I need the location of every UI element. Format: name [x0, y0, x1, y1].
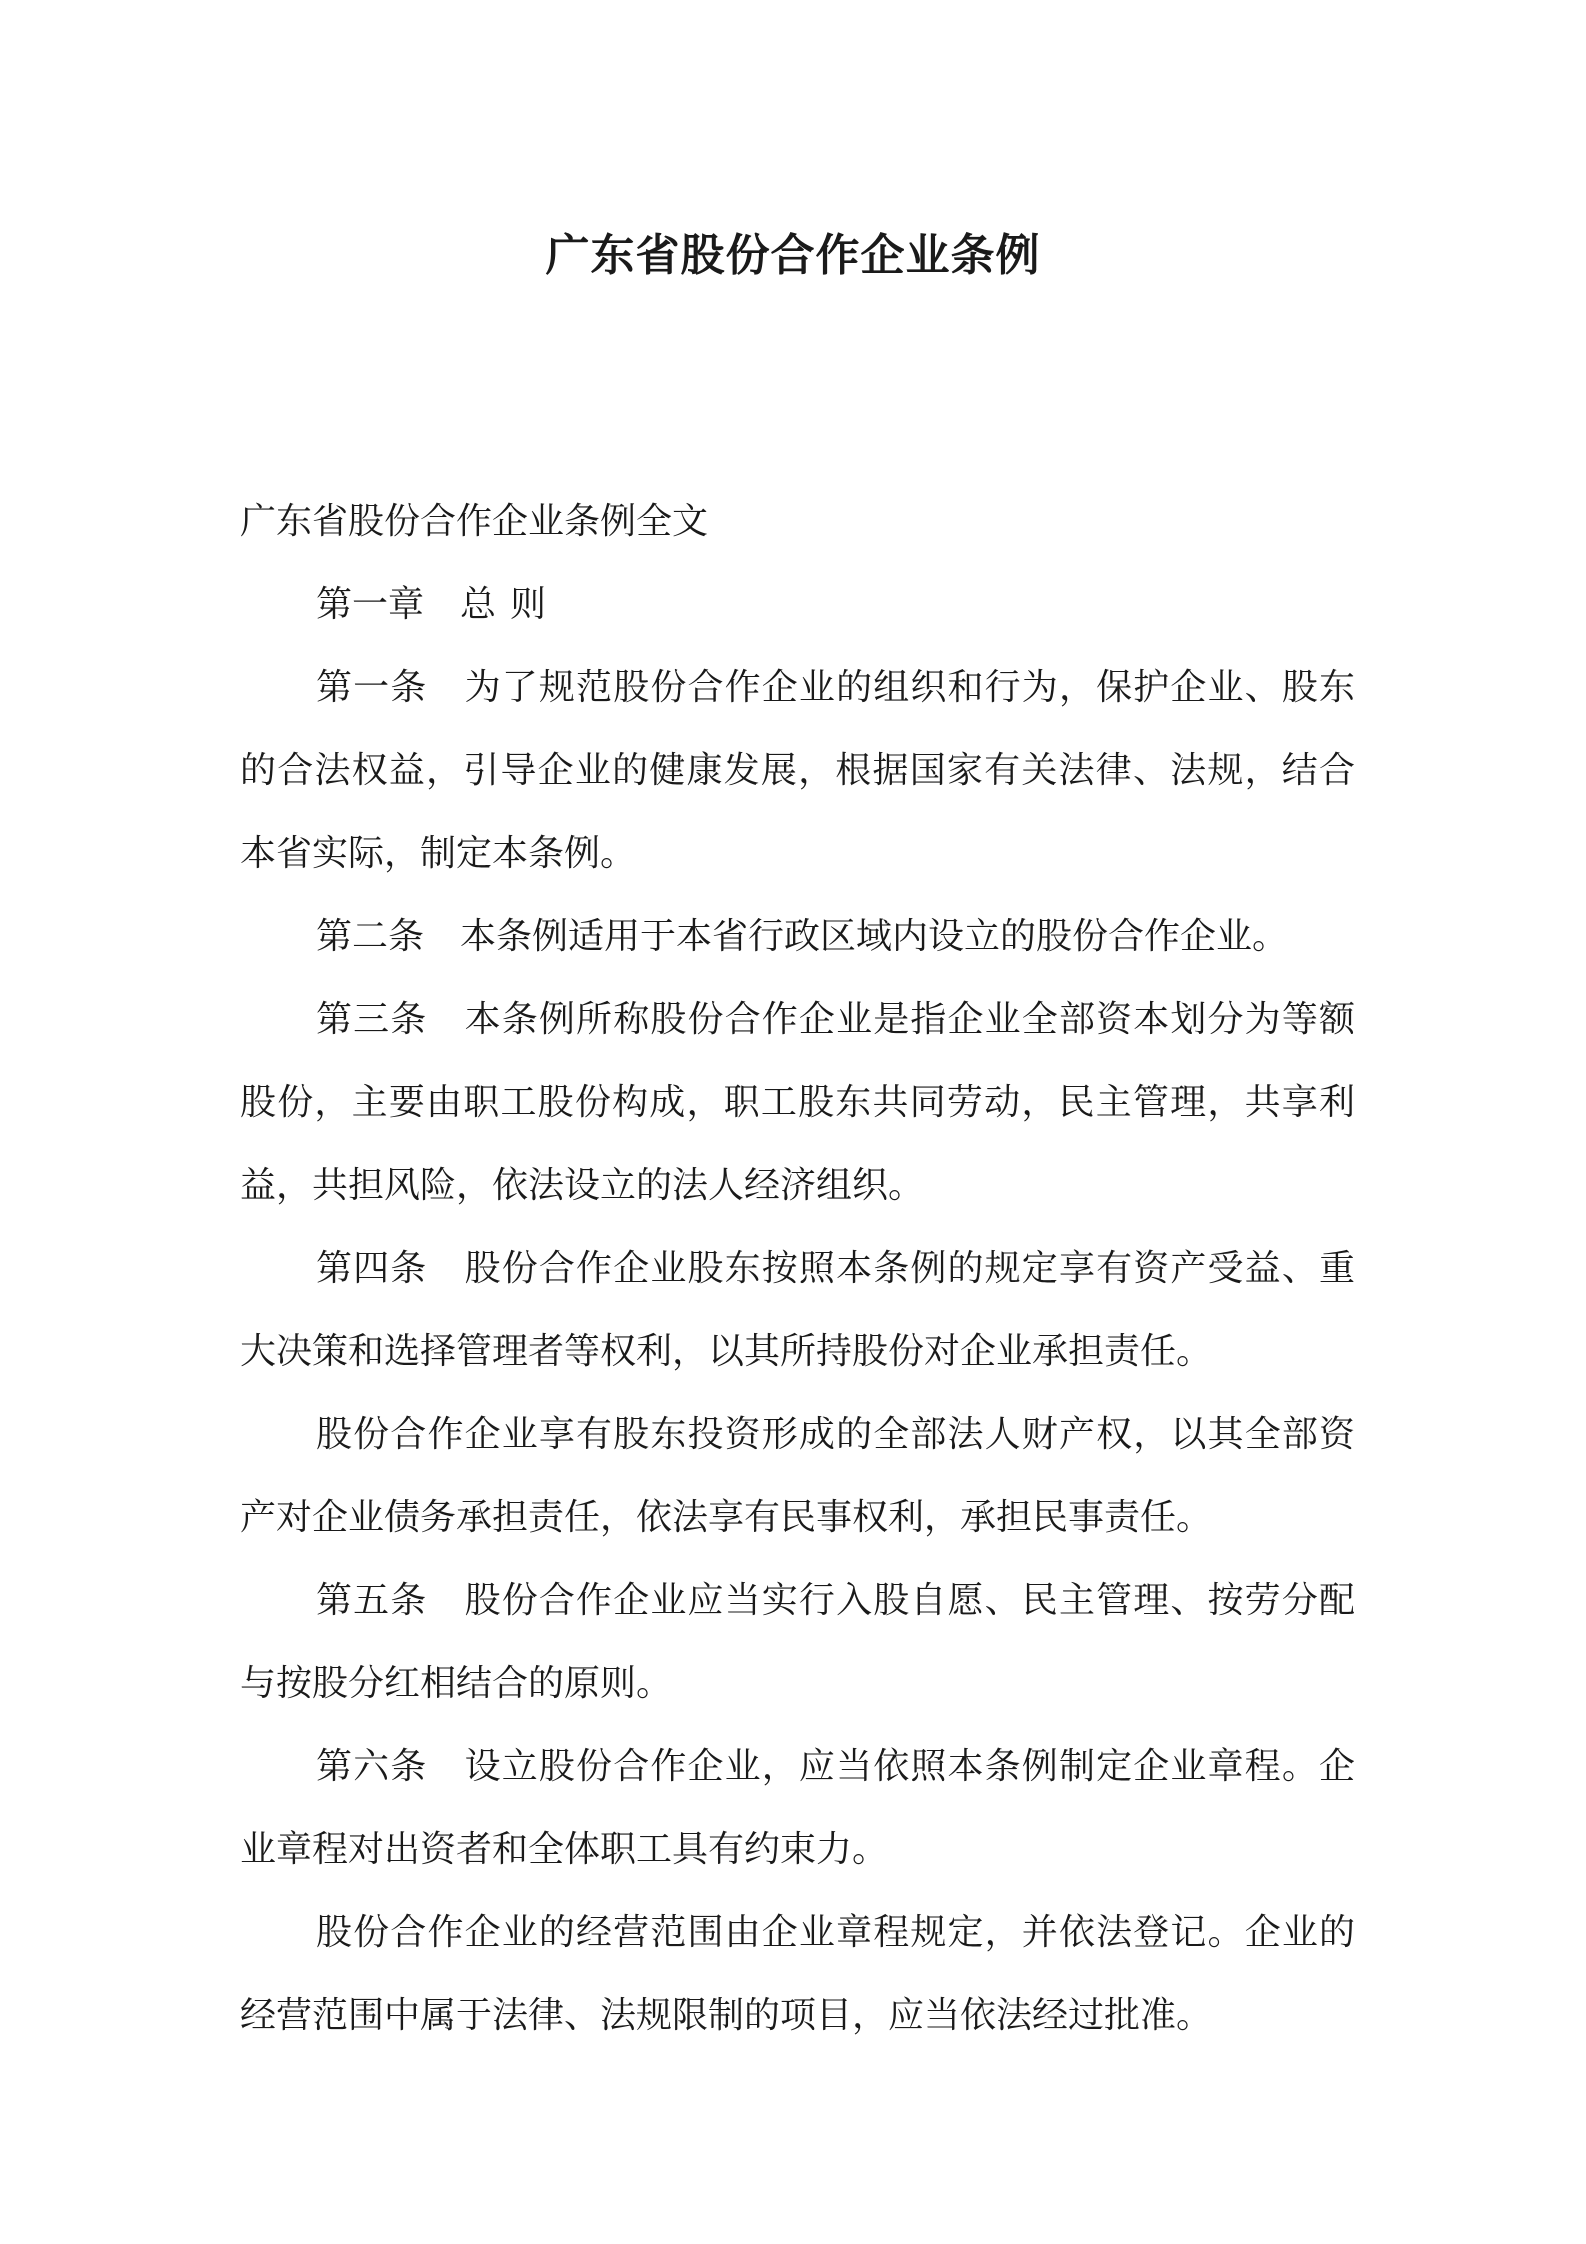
- article-paragraph: [240, 1227, 1355, 1393]
- article-text: 为了规范股份合作企业的组织和行为，保护企业、股东的合法权益，引导企业的健康发展，根据国家有关法律、法规，结合本省实际，制定本条例。: [240, 667, 1355, 874]
- article-label: 第三条: [316, 999, 428, 1040]
- article-text: 设立股份合作企业，应当依照本条例制定企业章程。企业章程对出资者和全体职工具有约束力。: [240, 1746, 1355, 1870]
- article-text: 股份合作企业享有股东投资形成的全部法人财产权，以其全部资产对企业债务承担责任，依法享有民事权利，承担民事责任。: [240, 1414, 1355, 1538]
- article-label: 第二条: [316, 916, 425, 957]
- intro-line: 广东省股份合作企业条例全文: [240, 501, 709, 542]
- chapter-number: 第一章: [316, 584, 425, 625]
- article-text: 本条例适用于本省行政区域内设立的股份合作企业。: [460, 916, 1289, 957]
- article-text: 股份合作企业股东按照本条例的规定享有资产受益、重大决策和选择管理者等权利，以其所持股份对企业承担责任。: [240, 1248, 1355, 1372]
- chapter-name-part2: 则: [510, 584, 547, 625]
- article-continuation: [240, 1891, 1355, 2057]
- article-paragraph: [240, 646, 1355, 895]
- article-paragraph: [240, 1725, 1355, 1891]
- article-paragraph: [240, 895, 1355, 978]
- article-label: 第一条: [316, 667, 428, 708]
- article-text: 股份合作企业应当实行入股自愿、民主管理、按劳分配与按股分红相结合的原则。: [240, 1580, 1355, 1704]
- article-paragraph: [240, 1559, 1355, 1725]
- article-text: 本条例所称股份合作企业是指企业全部资本划分为等额股份，主要由职工股份构成，职工股东共同劳动，民主管理，共享利益，共担风险，依法设立的法人经济组织。: [240, 999, 1355, 1206]
- chapter-heading: [240, 563, 1355, 646]
- document-title: 广东省股份合作企业条例: [545, 230, 1041, 281]
- article-paragraph: [240, 978, 1355, 1227]
- article-label: 第四条: [316, 1248, 428, 1289]
- document-body: [240, 480, 1355, 2057]
- chapter-name-part1: 总: [460, 584, 497, 625]
- article-label: 第六条: [316, 1746, 428, 1787]
- article-label: 第五条: [316, 1580, 428, 1621]
- article-text: 股份合作企业的经营范围由企业章程规定，并依法登记。企业的经营范围中属于法律、法规限制的项目，应当依法经过批准。: [240, 1912, 1355, 2036]
- article-continuation: [240, 1393, 1355, 1559]
